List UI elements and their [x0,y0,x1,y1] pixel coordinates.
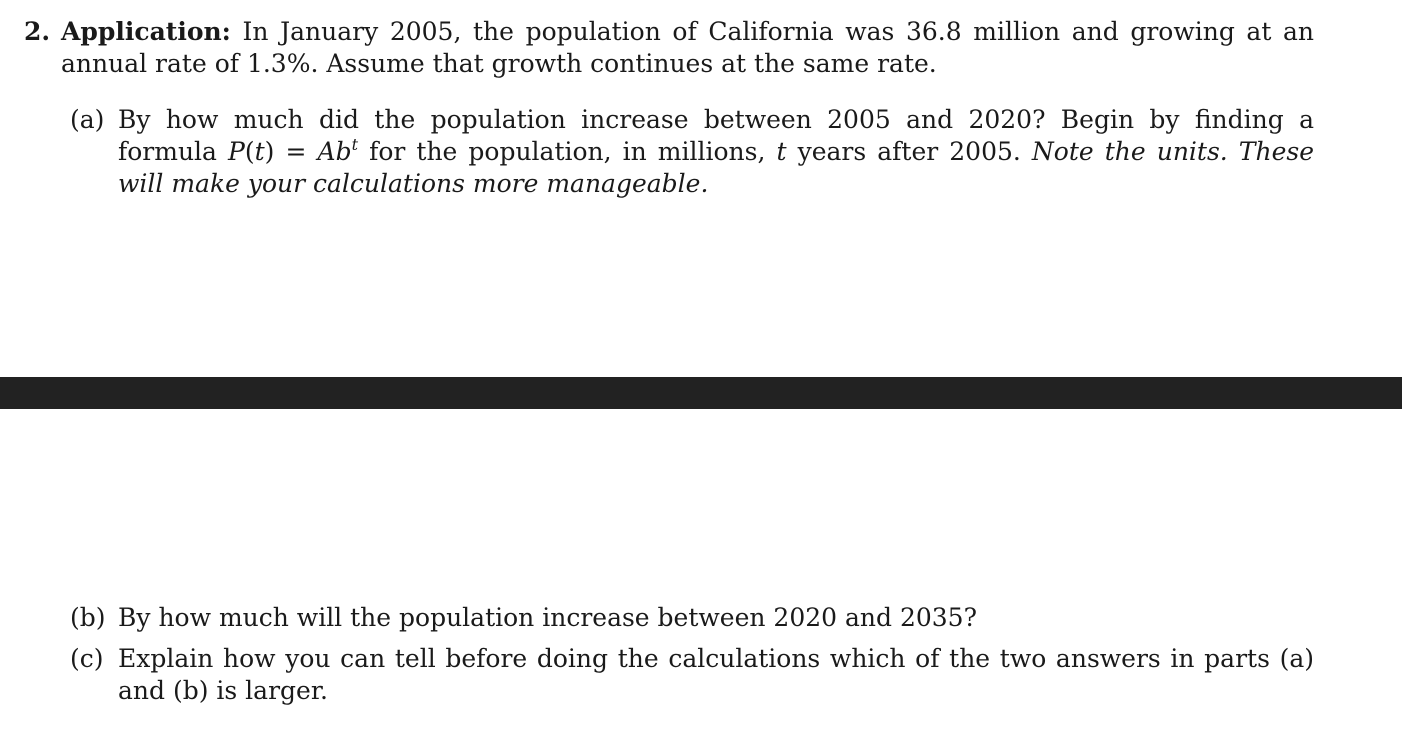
part-b-text: By how much will the population increase between 2020 and 2035? [118,603,977,632]
formula-P: P [228,137,245,166]
formula [228,137,358,166]
problem-2 [24,16,1314,80]
formula-paren-open: ( [244,137,255,166]
part-b-label: (b) [70,603,106,632]
part-a-text-3: years after 2005. [797,137,1021,166]
problem-text: In January 2005, the population of California was 36.8 million and growing at an annual rate of 1.3%. Assume that growth continues at the same rate. [61,17,1315,78]
part-a-body [118,104,1314,200]
formula-exponent: t [351,135,359,154]
redaction-bar [0,377,1402,409]
part-a-var-t: t [776,137,787,166]
formula-b: b [335,137,352,166]
part-a-text-2: for the population, in millions, [369,137,766,166]
part-c-text: Explain how you can tell before doing the calculations which of the two answers in parts (a) and (b) is larger. [118,644,1314,705]
formula-t: t [254,137,265,166]
formula-equals: = [285,137,307,166]
part-c [70,643,1314,707]
formula-paren-close: ) [264,137,275,166]
part-a-label: (a) [70,105,105,134]
problem-number: 2. [24,17,51,46]
part-a [70,104,1314,200]
problem-statement [61,16,1314,80]
problem-heading: Application: [61,17,231,46]
part-c-label: (c) [70,644,104,673]
part-b [70,602,1314,634]
formula-A: A [317,137,336,166]
part-a-text-1: By how much did the population increase between 2005 and 2020? Begin by finding a formula [118,105,1314,166]
part-a-note: Note the units. These will make your calculations more manageable. [118,137,1314,198]
